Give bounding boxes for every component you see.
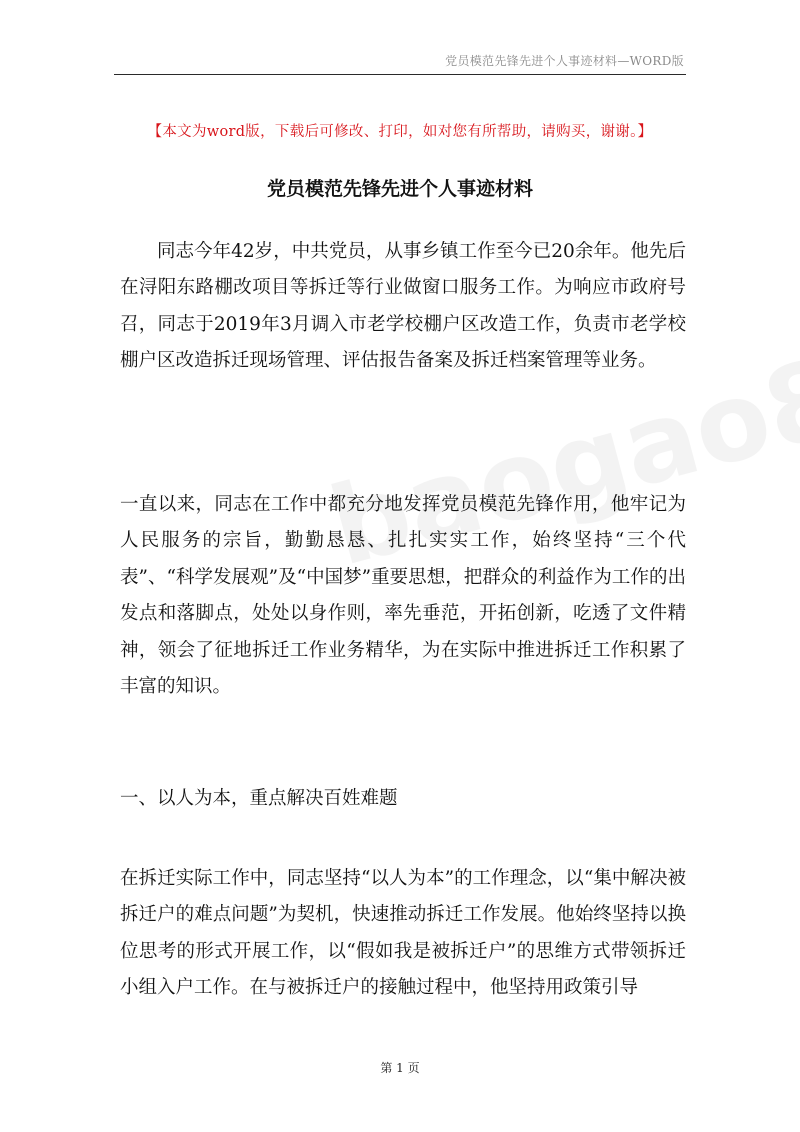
paragraph-section-1: 在拆迁实际工作中，同志坚持“以人为本”的工作理念，以“集中解决被拆迁户的难点问题”为契机，快速推动拆迁工作发展。他始终坚持以换位思考的形式开展工作，以“假如我是被拆迁户”的思维方式带领拆迁小组入户工作。在与被拆迁户的接触过程中，他坚持用政策引导 (120, 868, 686, 999)
purchase-notice: 【本文为word版，下载后可修改、打印，如对您有所帮助，请购买，谢谢。】 (147, 124, 653, 140)
document-title: 党员模范先锋先进个人事迹材料 (266, 178, 533, 200)
running-header: 党员模范先锋先进个人事迹材料—WORD版 (445, 54, 684, 68)
paragraph-intro: 同志今年42岁，中共党员，从事乡镇工作至今已20余年。他先后在浔阳东路棚改项目等拆迁等行业做窗口服务工作。为响应市政府号召，同志于2019年3月调入市老学校棚户区改造工作，负责市老学校棚户区改造拆迁现场管理、评估报告备案及拆迁档案管理等业务。 (120, 241, 686, 372)
header-divider (114, 74, 686, 75)
paragraph-overview: 一直以来，同志在工作中都充分地发挥党员模范先锋作用，他牢记为人民服务的宗旨，勤勤恳恳、扎扎实实工作，始终坚持“三个代表”、“科学发展观”及“中国梦”重要思想，把群众的利益作为工作的出发点和落脚点，处处以身作则，率先垂范，开拓创新，吃透了文件精神，领会了征地拆迁工作业务精华，为在实际中推进拆迁工作积累了丰富的知识。 (120, 494, 686, 698)
page-number: 第 1 页 (380, 1061, 420, 1075)
section-heading-1: 一、以人为本，重点解决百姓难题 (120, 788, 398, 809)
